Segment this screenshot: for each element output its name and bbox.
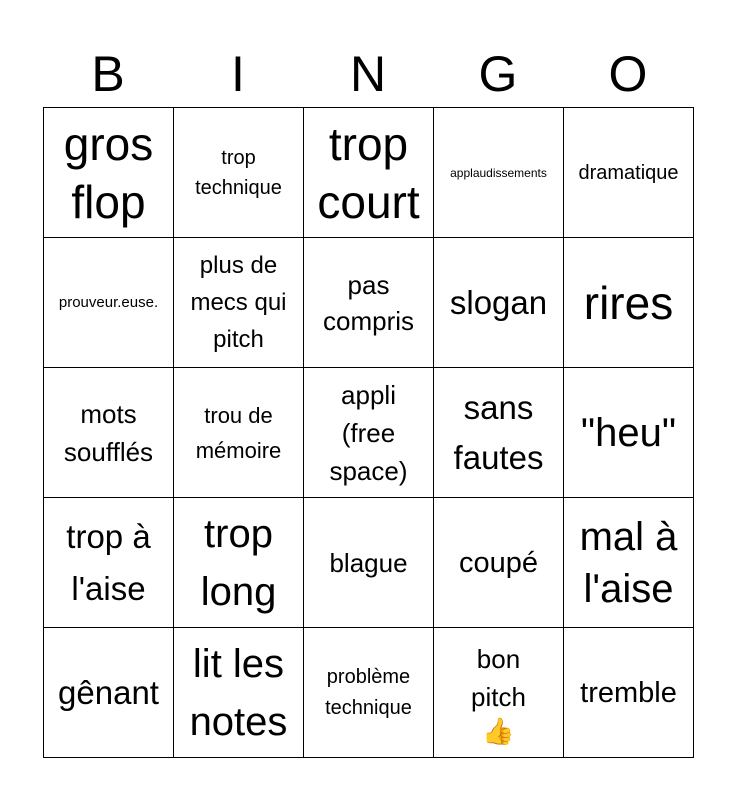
bingo-cell[interactable] xyxy=(174,108,304,238)
cell-label: trou de mémoire xyxy=(195,402,282,463)
bingo-cell[interactable] xyxy=(174,368,304,498)
bingo-cell[interactable] xyxy=(304,238,434,368)
bingo-grid xyxy=(43,107,694,758)
header-letter-g: G xyxy=(478,46,518,102)
cell-label: applaudissements xyxy=(450,165,547,180)
cell-label: blague xyxy=(329,547,408,578)
cell-label: lit les notes xyxy=(189,641,288,744)
cell-label: trop court xyxy=(317,117,420,228)
bingo-cell[interactable] xyxy=(44,498,174,628)
bingo-cell[interactable] xyxy=(564,108,694,238)
cell-label: pas compris xyxy=(322,269,414,336)
cell-label: problème technique xyxy=(325,665,412,719)
bingo-cell[interactable] xyxy=(174,628,304,758)
cell-label: mal à l'aise xyxy=(579,514,678,611)
bingo-header xyxy=(43,40,693,108)
bingo-cell[interactable] xyxy=(174,238,304,368)
bingo-cell[interactable] xyxy=(174,498,304,628)
header-letter-b: B xyxy=(91,46,125,102)
cell-label: "heu" xyxy=(580,410,677,455)
cell-label: tremble xyxy=(580,676,677,709)
bingo-cell[interactable] xyxy=(44,368,174,498)
header-letter-o: O xyxy=(608,46,648,102)
cell-label: plus de mecs qui pitch xyxy=(190,252,287,353)
cell-label: dramatique xyxy=(578,161,679,184)
bingo-cell[interactable] xyxy=(44,238,174,368)
bingo-cell[interactable] xyxy=(434,108,564,238)
bingo-cell[interactable] xyxy=(434,238,564,368)
cell-label: prouveur.euse. xyxy=(58,293,159,311)
bingo-cell[interactable] xyxy=(434,498,564,628)
bingo-cell[interactable] xyxy=(304,368,434,498)
bingo-cell[interactable] xyxy=(564,498,694,628)
cell-label: mots soufflés xyxy=(63,398,154,467)
bingo-cell[interactable] xyxy=(434,628,564,758)
cell-label: trop long xyxy=(200,511,277,614)
cell-label: trop technique xyxy=(195,146,282,199)
bingo-cell[interactable] xyxy=(434,368,564,498)
bingo-cell[interactable] xyxy=(564,628,694,758)
cell-label: appli (free space) xyxy=(329,379,408,486)
cell-label: sans fautes xyxy=(453,388,544,476)
cell-label: rires xyxy=(583,276,674,329)
bingo-cell[interactable] xyxy=(304,108,434,238)
bingo-cell[interactable] xyxy=(44,108,174,238)
cell-label: coupé xyxy=(458,546,538,579)
cell-label: slogan xyxy=(449,283,548,321)
bingo-cell[interactable] xyxy=(304,628,434,758)
cell-label: trop à l'aise xyxy=(66,517,151,607)
header-letter-i: I xyxy=(231,46,245,102)
bingo-cell[interactable] xyxy=(564,238,694,368)
bingo-cell[interactable] xyxy=(44,628,174,758)
header-letter-n: N xyxy=(349,46,387,102)
thumbs-up-icon: 👍 xyxy=(482,715,515,746)
bingo-cell[interactable] xyxy=(564,368,694,498)
cell-content xyxy=(454,640,544,746)
cell-label: bon pitch xyxy=(471,643,526,712)
bingo-cell[interactable] xyxy=(304,498,434,628)
cell-label: gênant xyxy=(58,673,159,711)
cell-label: gros flop xyxy=(63,117,154,228)
